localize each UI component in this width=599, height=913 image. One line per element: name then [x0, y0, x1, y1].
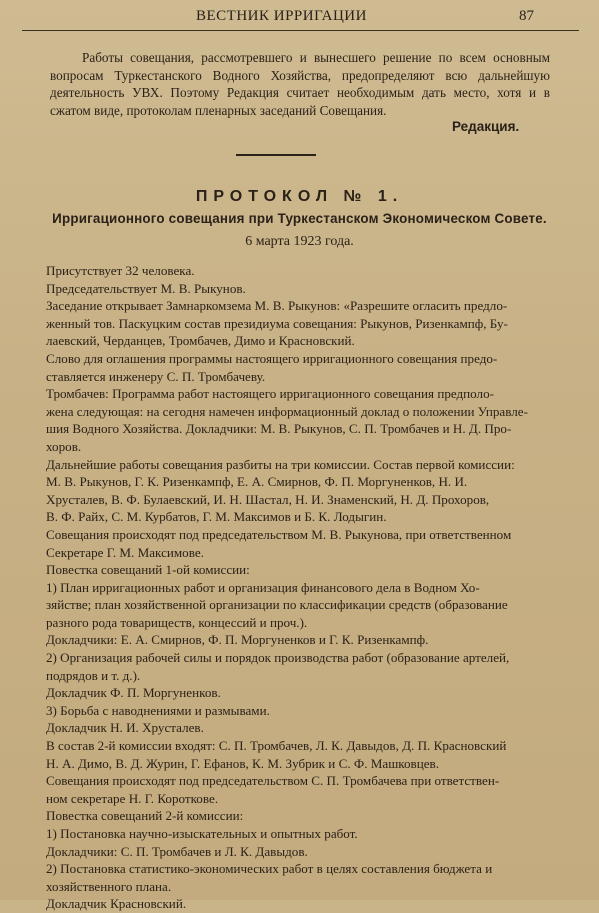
header-rule — [22, 30, 579, 31]
body-line: 1) Постановка научно-изыскательных и опытных работ. — [46, 826, 358, 841]
body-line: Докладчики: Е. А. Смирнов, Ф. П. Моргуненков и Г. К. Ризенкампф. — [46, 632, 429, 648]
journal-title: ВЕСТНИК ИРРИГАЦИИ — [196, 8, 367, 24]
body-line: Хрусталев, В. Ф. Булаевский, И. Н. Шастал, Н. И. Знаменский, Н. Д. Прохоров, — [46, 491, 490, 507]
protocol-date: 6 марта 1923 года. — [245, 234, 354, 249]
body-line: подрядов и т. д.). — [46, 667, 141, 683]
body-line: лаевский, Черданцев, Тромбачев, Димо и Красновский. — [46, 333, 355, 349]
body-line: Заседание открывает Замнаркомзема М. В. Рыкунов: «Разрешите огласить предло- — [46, 298, 508, 314]
body-line: Н. А. Димо, В. Д. Журин, Г. Ефанов, К. М. Зубрик и С. Ф. Машковцев. — [46, 755, 439, 771]
body-line: женный тов. Паскуцким состав президиума совещания: Рыкунов, Ризенкампф, Бу- — [46, 315, 508, 331]
running-head — [0, 8, 599, 30]
body-line: Докладчик Н. И. Хрусталев. — [46, 720, 204, 736]
body-line: ном секретаре Н. Г. Коротковe. — [46, 790, 219, 806]
body-line: Дальнейшие работы совещания разбиты на три комиссии. Состав первой комиссии: — [46, 456, 515, 472]
body-line: Докладчики: С. П. Тромбачев и Л. К. Давыдов. — [46, 843, 308, 859]
editorial-signature: Редакция. — [452, 119, 520, 134]
body-line: Слово для оглашения программы настоящего ирригационного совещания предо- — [46, 350, 498, 366]
editorial-note: Работы совещания, рассмотревшего и вынесшего решение по всем основным вопросам Туркестанского Водного Хозяйства, предопределяют всю дальнейшую деятельность УВХ. Поэтому Редакция считает необходимым дать место, хотя и в сжатом виде, протоколам пленарных заседаний Совещания. — [50, 50, 550, 118]
body-line: Повестка совещаний 2-й комиссии: — [46, 808, 244, 824]
page-number: 87 — [519, 8, 534, 24]
section-divider — [236, 154, 316, 156]
body-line: жена следующая: на сегодня намечен информационный доклад о положении Управле- — [46, 403, 528, 419]
body-line: Секретаре Г. М. Максимове. — [46, 544, 204, 560]
body-line: Докладчик Ф. П. Моргуненков. — [46, 685, 221, 701]
body-line: хозяйственного плана. — [46, 878, 172, 894]
protocol-body — [46, 262, 558, 913]
body-line: Присутствует 32 человека. — [46, 263, 195, 278]
body-line: В. Ф. Райх, С. М. Курбатов, Г. М. Максимов и Б. К. Лодыгин. — [46, 509, 387, 525]
body-line: Тромбачев: Программа работ настоящего ирригационного совещания предполо- — [46, 386, 494, 402]
body-line: Совещания происходят под председательством М. В. Рыкунова, при ответственном — [46, 526, 512, 542]
body-line: Повестка совещаний 1-ой комиссии: — [46, 562, 250, 578]
body-line: ставляется инженеру С. П. Тромбачеву. — [46, 368, 266, 384]
body-line: 2) Организация рабочей силы и порядок производства работ (образование артелей, — [46, 650, 510, 666]
body-line: В состав 2-й комиссии входят: С. П. Тромбачев, Л. К. Давыдов, Д. П. Красновский — [46, 738, 507, 754]
body-line: 3) Борьба с наводнениями и размывами. — [46, 702, 270, 718]
body-line: Председательствует М. В. Рыкунов. — [46, 280, 246, 296]
body-line: Докладчик Красновский. — [46, 896, 187, 912]
body-line: разного рода товариществ, концессий и проч.). — [46, 614, 308, 630]
body-line: 2) Постановка статистико-экономических работ в целях составления бюджета и — [46, 861, 493, 877]
body-line: 1) План ирригационных работ и организация финансового дела в Водном Хо- — [46, 579, 480, 595]
body-line: Совещания происходят под председательством С. П. Тромбачева при ответствен- — [46, 773, 500, 789]
body-line: хоров. — [46, 438, 82, 454]
protocol-title: ПРОТОКОЛ № 1. — [195, 188, 404, 205]
body-line: зяйстве; план хозяйственной организации по классификации средств (образование — [46, 597, 508, 613]
body-line: шия Водного Хозяйства. Докладчики: М. В. Рыкунов, С. П. Тромбачев и Н. Д. Про- — [46, 421, 512, 437]
protocol-subtitle: Ирригационного совещания при Туркестанском Экономическом Совете. — [52, 211, 547, 226]
body-line: М. В. Рыкунов, Г. К. Ризенкампф, Е. А. Смирнов, Ф. П. Моргуненков, Н. И. — [46, 474, 468, 490]
